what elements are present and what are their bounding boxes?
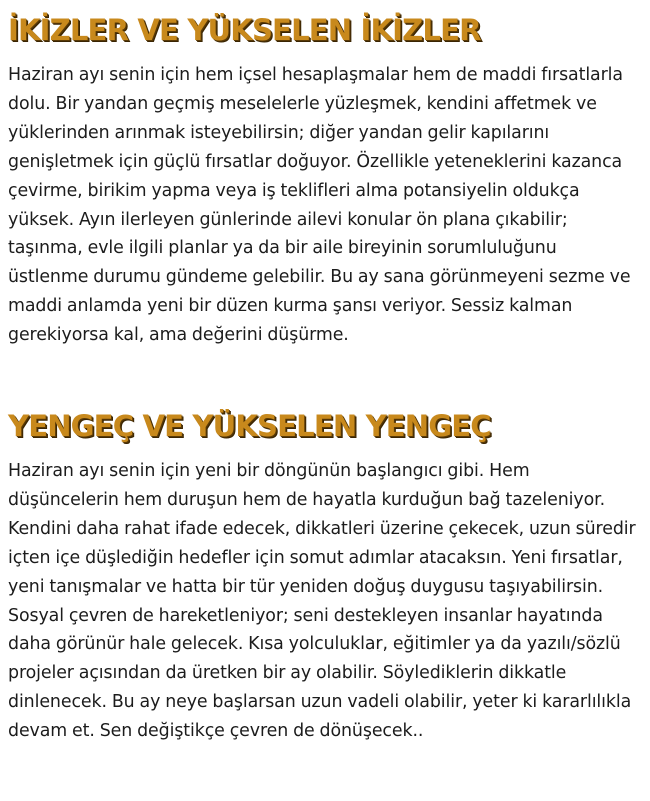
section-title-cancer: YENGEÇ VE YÜKSELEN YENGEÇ: [8, 409, 491, 443]
section-title-gemini: İKİZLER VE YÜKSELEN İKİZLER: [8, 13, 481, 47]
section-body-gemini: Haziran ayı senin için hem içsel hesaplaşmalar hem de maddi fırsatlarla dolu. Bir yandan geçmiş meselelerle yüzleşmek, kendini affetmek ve yüklerinden arınmak isteyebilirsin; diğer yandan gelir kapılarını genişletmek için güçlü fırsatlar doğuyor. Özellikle yeteneklerini kazanca çevirme, birikim yapma veya iş teklifleri alma potansiyelin oldukça yüksek. Ayın ilerleyen günlerinde ailevi konular ön plana çıkabilir; taşınma, evle ilgili planlar ya da bir aile bireyinin sorumluluğunu üstlenme durumu gündeme gelebilir. Bu ay sana görünmeyeni sezme ve maddi anlamda yeni bir düzen kurma şansı veriyor. Sessiz kalman gerekiyorsa kal, ama değerini düşürme.: [8, 65, 631, 346]
section-body-cancer: Haziran ayı senin için yeni bir döngünün başlangıcı gibi. Hem düşüncelerin hem duruşun hem de hayatla kurduğun bağ tazeleniyor. Kendini daha rahat ifade edecek, dikkatleri üzerine çekecek, uzun süredir içten içe düşlediğin hedefler için somut adımlar atacaksın. Yeni fırsatlar, yeni tanışmalar ve hatta bir tür yeniden doğuş duygusu taşıyabilirsin. Sosyal çevren de hareketleniyor; seni destekleyen insanlar hayatında daha görünür hale gelecek. Kısa yolculuklar, eğitimler ya da yazılı/sözlü projeler açısından da üretken bir ay olabilir. Söylediklerin dikkatle dinlenecek. Bu ay neye başlarsan uzun vadeli olabilir, yeter ki kararlılıkla devam et. Sen değiştikçe çevren de dönüşecek..: [8, 461, 636, 742]
